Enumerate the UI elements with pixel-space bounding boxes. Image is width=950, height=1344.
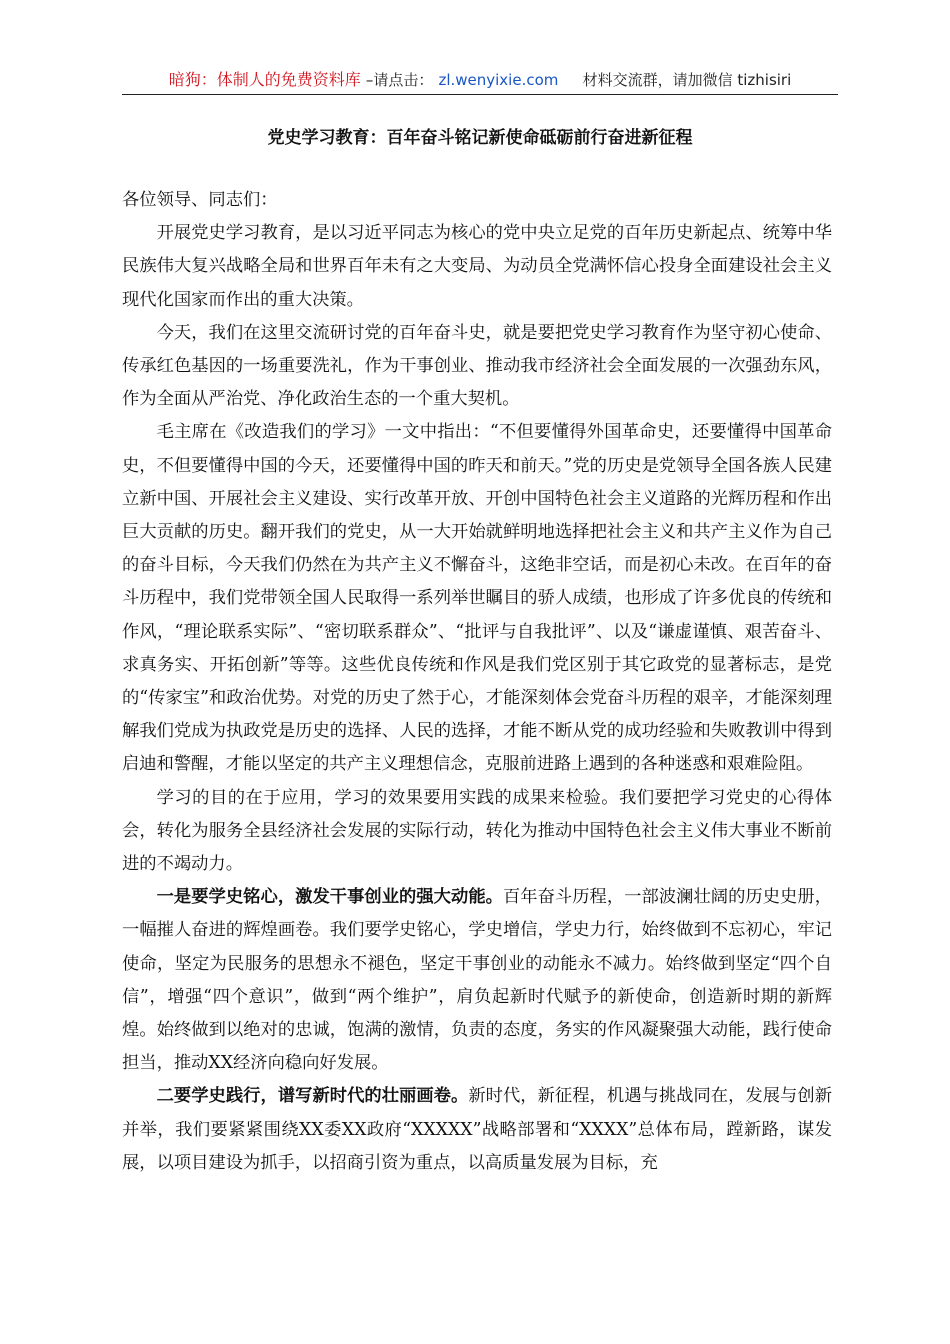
paragraph: 学习的目的在于应用，学习的效果要用实践的成果来检验。我们要把学习党史的心得体会，转化为服务全县经济社会发展的实际行动，转化为推动中国特色社会主义伟大事业不断前进的不竭动力。 [122,787,832,875]
salutation: 各位领导、同志们： [122,190,278,210]
paragraph [122,881,832,1080]
watermark-header [122,66,838,95]
section-heading: 一是要学史铭心，激发干事创业的强大动能。 [156,887,503,908]
header-prompt: –请点击： [365,71,434,89]
document-body [122,184,832,1180]
paragraph: 开展党史学习教育，是以习近平同志为核心的党中央立足党的百年历史新起点、统筹中华民族伟大复兴战略全局和世界百年未有之大变局、为动员全党满怀信心投身全面建设社会主义现代化国家而作出的重大决策。 [122,223,832,310]
paragraph: 毛主席在《改造我们的学习》一文中指出：“不但要懂得外国革命史，还要懂得中国革命史，不但要懂得中国的今天，还要懂得中国的昨天和前天。”党的历史是党领导全国各族人民建立新中国、开展社会主义建设、实行改革开放、开创中国特色社会主义道路的光辉历程和作出巨大贡献的历史。翻开我们的党史，从一大开始就鲜明地选择把社会主义和共产主义作为自己的奋斗目标，今天我们仍然在为共产主义不懈奋斗，这绝非空话，而是初心未改。在百年的奋斗历程中，我们党带领全国人民取得一系列举世瞩目的骄人成绩，也形成了许多优良的传统和作风，“理论联系实际”、“密切联系群众”、“批评与自我批评”、以及“谦虚谨慎、艰苦奋斗、求真务实、开拓创新”等等。这些优良传统和作风是我们党区别于其它政党的显著标志，是党的“传家宝”和政治优势。对党的历史了然于心，才能深刻体会党奋斗历程的艰辛，才能深刻理解我们党成为执政党是历史的选择、人民的选择，才能不断从党的成功经验和失败教训中得到启迪和警醒，才能以坚定的共产主义理想信念，克服前进路上遇到的各种迷惑和艰难险阻。 [122,422,832,775]
paragraph-text: 百年奋斗历程，一部波澜壮阔的历史史册，一幅摧人奋进的辉煌画卷。我们要学史铭心，学史增信，学史力行，始终做到不忘初心，牢记使命，坚定为民服务的思想永不褪色，坚定干事创业的动能永不减力。始终做到坚定“四个自信”，增强“四个意识”，做到“两个维护”，肩负起新时代赋予的新使命，创造新时期的新辉煌。始终做到以绝对的忠诚，饱满的激情，负责的态度，务实的作风凝聚强大动能，践行使命担当，推动XX经济向稳向好发展。 [122,887,832,1074]
section-heading: 二要学史践行，谱写新时代的壮丽画卷。 [156,1086,469,1107]
header-contact: 材料交流群，请加微信 tizhisiri [582,71,792,89]
document-title: 党史学习教育：百年奋斗铭记新使命砥砺前行奋进新征程 [267,128,693,148]
header-brand: 暗狗：体制人的免费资料库 [168,70,361,89]
header-url-link[interactable]: zl.wenyixie.com [438,71,559,89]
paragraph-text: 新时代，新征程，机遇与挑战同在，发展与创新并举，我们要紧紧围绕XX委XX政府“XXXXX”战略部署和“XXXX”总体布局，蹚新路，谋发展，以项目建设为抓手，以招商引资为重点，以高质量发展为目标，充 [122,1086,832,1173]
paragraph [122,1080,832,1180]
paragraph: 今天，我们在这里交流研讨党的百年奋斗史，就是要把党史学习教育作为坚守初心使命、传承红色基因的一场重要洗礼，作为干事创业、推动我市经济社会全面发展的一次强劲东风，作为全面从严治党、净化政治生态的一个重大契机。 [122,322,832,410]
